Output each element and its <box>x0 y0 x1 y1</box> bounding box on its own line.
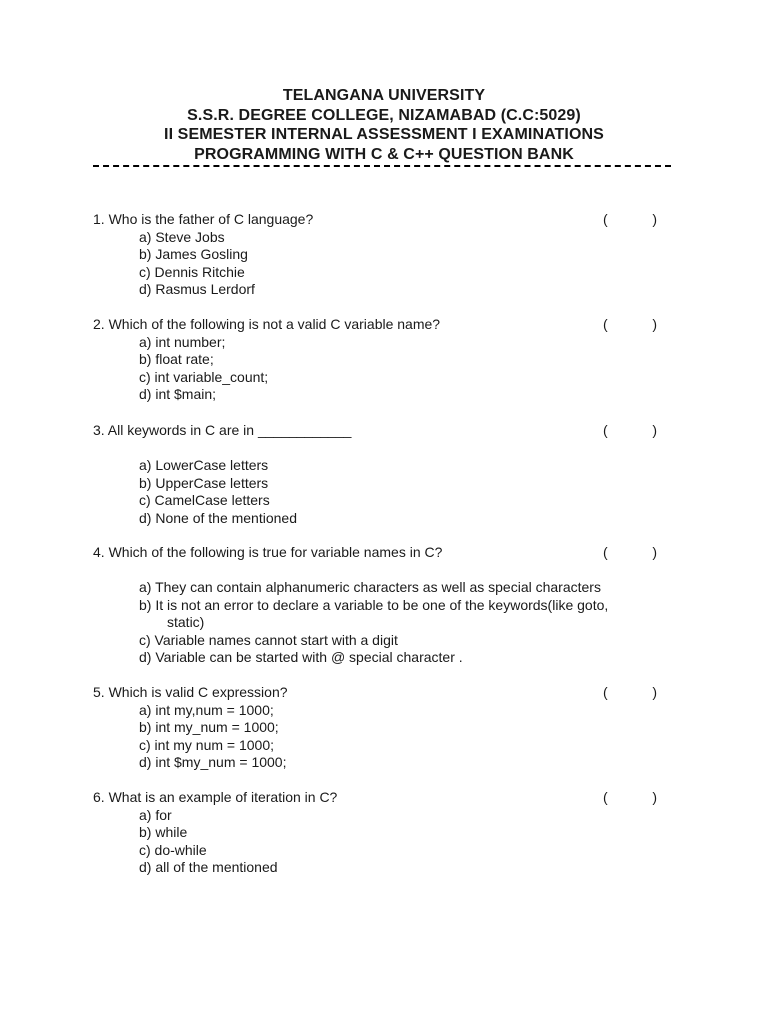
question-5 <box>93 684 678 772</box>
option: b) James Gosling <box>139 246 248 262</box>
option: a) int my,num = 1000; <box>139 701 274 718</box>
answer-box <box>603 789 657 807</box>
exam-title: II SEMESTER INTERNAL ASSESSMENT I EXAMINATIONS <box>164 126 604 143</box>
question-6-text: 6. What is an example of iteration in C? <box>93 789 338 805</box>
paren-open: ( <box>603 316 608 332</box>
option: d) Rasmus Lerdorf <box>139 281 255 297</box>
spacer <box>93 562 678 580</box>
paren-open: ( <box>603 422 608 438</box>
answer-box <box>603 316 657 334</box>
option: b) while <box>139 824 188 840</box>
option: a) Steve Jobs <box>139 228 225 245</box>
paren-close: ) <box>652 544 657 560</box>
paren-open: ( <box>603 211 608 227</box>
option: c) int my num = 1000; <box>139 736 275 753</box>
option: c) CamelCase letters <box>139 492 270 508</box>
option: d) None of the mentioned <box>139 509 297 526</box>
option: b) int my_num = 1000; <box>139 719 279 735</box>
option: c) int variable_count; <box>139 368 269 385</box>
option: b) It is not an error to declare a variable to be one of the keywords(like goto, <box>139 596 609 613</box>
question-5-text: 5. Which is valid C expression? <box>93 684 288 700</box>
question-3 <box>93 422 678 527</box>
question-4-text: 4. Which of the following is true for variable names in C? <box>93 544 443 560</box>
answer-box <box>603 422 657 440</box>
spacer <box>93 440 678 458</box>
paren-close: ) <box>652 422 657 438</box>
question-3-options <box>139 457 678 527</box>
college-name: S.S.R. DEGREE COLLEGE, NIZAMABAD (C.C:5029) <box>187 106 581 124</box>
dashed-divider <box>93 165 671 170</box>
option: d) all of the mentioned <box>139 859 278 875</box>
question-4 <box>93 544 678 667</box>
subject-title: PROGRAMMING WITH C & C++ QUESTION BANK <box>194 145 574 163</box>
option: a) LowerCase letters <box>139 457 269 473</box>
paren-close: ) <box>652 211 657 227</box>
question-1-text: 1. Who is the father of C language? <box>93 211 314 227</box>
paren-open: ( <box>603 544 608 560</box>
paren-close: ) <box>652 316 657 332</box>
document-header <box>0 86 768 164</box>
option: a) int number; <box>139 333 226 350</box>
option: b) UpperCase letters <box>139 474 269 491</box>
question-4-options <box>139 579 678 667</box>
question-3-text: 3. All keywords in C are in ____________ <box>93 422 352 438</box>
option: d) Variable can be started with @ special character . <box>139 649 463 665</box>
question-2-options <box>139 334 678 404</box>
question-1-options <box>139 229 678 299</box>
option: a) for <box>139 806 172 823</box>
option: c) Dennis Ritchie <box>139 263 245 280</box>
question-2 <box>93 316 678 404</box>
option: d) int $main; <box>139 386 217 402</box>
answer-box <box>603 544 657 562</box>
paren-close: ) <box>652 684 657 700</box>
question-6 <box>93 789 678 877</box>
option-continuation: static) <box>167 614 205 630</box>
question-2-text: 2. Which of the following is not a valid C variable name? <box>93 316 441 332</box>
answer-box <box>603 684 657 702</box>
paren-open: ( <box>603 684 608 700</box>
option: a) They can contain alphanumeric characters as well as special characters <box>139 579 601 595</box>
option: c) do-while <box>139 841 207 858</box>
question-1 <box>93 211 678 299</box>
question-5-options <box>139 702 678 772</box>
answer-box <box>603 211 657 229</box>
paren-close: ) <box>652 789 657 805</box>
question-6-options <box>139 807 678 877</box>
option: c) Variable names cannot start with a digit <box>139 631 398 648</box>
paren-open: ( <box>603 789 608 805</box>
university-name: TELANGANA UNIVERSITY <box>282 87 486 104</box>
option: b) float rate; <box>139 351 214 367</box>
option: d) int $my_num = 1000; <box>139 754 287 770</box>
